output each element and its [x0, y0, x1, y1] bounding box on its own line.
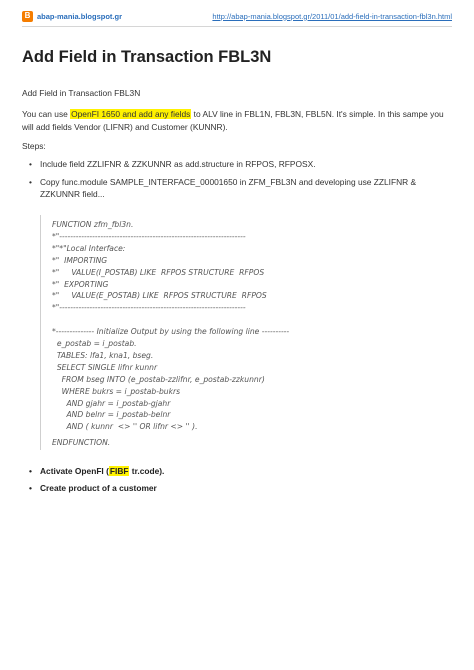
- site-name[interactable]: abap-mania.blogspot.gr: [37, 11, 123, 21]
- page-header: [22, 6, 452, 27]
- intro-text-after: to ALV line in FBL1N, FBL3N, FBL5N. It's simple. In this sampe you will add fields Vendor (LIFNR) and Customer (KUNNR).: [22, 109, 444, 132]
- intro-text-before: You can use: [22, 109, 71, 119]
- code-line: *" IMPORTING: [52, 255, 108, 265]
- code-line: *"--------------------------------------------------------------------: [52, 303, 246, 313]
- step-item: • Include field ZZLIFNR & ZZKUNNR as add.structure in RFPOS, RFPOSX.: [29, 158, 451, 171]
- code-line: SELECT SINGLE lifnr kunnr: [52, 362, 158, 372]
- code-line: *"*"Local Interface:: [52, 243, 126, 253]
- steps-label: Steps:: [22, 141, 46, 151]
- steps-list: [29, 158, 451, 206]
- code-block: [40, 215, 441, 450]
- post-title: Add Field in Transaction FBL3N: [22, 48, 272, 66]
- code-line: *"--------------------------------------------------------------------: [52, 231, 246, 241]
- activate-item: [29, 465, 451, 478]
- code-line: e_postab = i_postab.: [52, 339, 137, 348]
- blogger-icon: B: [22, 11, 33, 22]
- page-url-link[interactable]: http://abap-mania.blogspot.gr/2011/01/add-field-in-transaction-fbl3n.html: [212, 11, 452, 21]
- post-subtitle: Add Field in Transaction FBL3N: [22, 88, 141, 98]
- code-line: FROM bseg INTO (e_postab-zzlifnr, e_postab-zzkunnr): [52, 374, 265, 384]
- create-item: • Create product of a customer: [29, 482, 451, 495]
- site-brand[interactable]: [22, 11, 122, 22]
- code-line: *" VALUE(I_POSTAB) LIKE RFPOS STRUCTURE RFPOS: [52, 267, 265, 277]
- activate-highlight: FIBF: [109, 466, 129, 476]
- code-line: AND belnr = i_postab-belnr: [52, 410, 171, 420]
- activate-text-after: tr.code).: [129, 466, 165, 476]
- code-line: AND ( kunnr <> '' OR lifnr <> '' ).: [52, 422, 198, 432]
- code-line: WHERE bukrs = i_postab-bukrs: [52, 386, 181, 396]
- code-line: AND gjahr = i_postab-gjahr: [52, 398, 171, 408]
- step-item: • Copy func.module SAMPLE_INTERFACE_00001650 in ZFM_FBL3N and developing use ZZLIFNR & ZZKUNNR field...: [29, 176, 451, 201]
- code-line: *-------------- Initialize Output by using the following line ----------: [52, 327, 290, 337]
- intro-highlight: OpenFI 1650 and add any fields: [71, 109, 191, 119]
- code-line: ENDFUNCTION.: [52, 438, 111, 447]
- intro-paragraph: [22, 108, 452, 133]
- code-line: FUNCTION zfm_fbl3n.: [52, 220, 134, 229]
- code-line: *" EXPORTING: [52, 279, 109, 289]
- code-line: TABLES: lfa1, kna1, bseg.: [52, 350, 154, 360]
- code-line: *" VALUE(E_POSTAB) LIKE RFPOS STRUCTURE RFPOS: [52, 291, 267, 301]
- activate-text-before: Activate OpenFI (: [40, 466, 109, 476]
- bottom-list: [29, 465, 451, 498]
